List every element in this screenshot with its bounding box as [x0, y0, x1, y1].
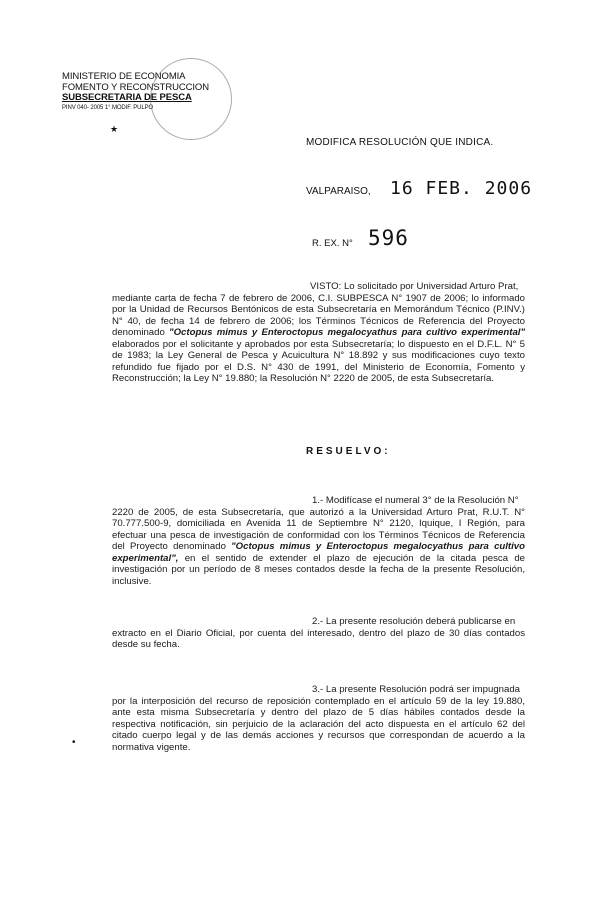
header-line-1: MINISTERIO DE ECONOMIA: [62, 71, 186, 82]
document-subject: MODIFICA RESOLUCIÓN QUE INDICA.: [306, 137, 494, 148]
visto-project-name: "Octopus mimus y Enteroctopus megalocyathus para cultivo experimental": [169, 327, 525, 338]
official-seal: [150, 58, 232, 140]
header-line-3: SUBSECRETARIA DE PESCA: [62, 92, 192, 103]
visto-paragraph: [112, 281, 525, 385]
item3-lead: 3.- La presente Resolución podrá ser impugnada: [312, 684, 520, 695]
place-label: VALPARAISO,: [306, 186, 371, 197]
item3-text: por la interposición del recurso de reposición contemplado en el artículo 59 de la ley 19.880, ante esta misma Subsecretaría y dentro del plazo de 5 días hábiles contados desde la respectiva notificación, sin perjuicio de la aclaración del acto dispuesta en el artículo 62 del citado cuerpo legal y de las demás acciones y recursos que correspondan de acuerdo a la normativa vigente.: [112, 695, 525, 753]
date-stamp: 16 FEB. 2006: [390, 178, 533, 199]
visto-text-a: mediante carta de fecha 7 de febrero de 2006, C.I. SUBPESCA N° 1907 de 2006; lo informado por la Unidad de Recursos Bentónicos de esta Subsecretaría en Memorándum Técnico (P.INV.) N° 40, de fecha 14 de febrero de 2006; los Términos Técnicos de Referencia del Proyecto denominado: [112, 292, 525, 338]
margin-mark: •: [72, 737, 76, 748]
header-line-4: PINV 040- 2005 1° MODIF. PULPO: [62, 104, 154, 111]
item2-lead: 2.- La presente resolución deberá publicarse en: [312, 616, 516, 627]
resolution-number: 596: [368, 226, 409, 250]
resolution-item-1: [112, 495, 525, 587]
seal-star-icon: ★: [110, 124, 119, 134]
resolution-item-3: [112, 684, 525, 753]
visto-lead: VISTO: Lo solicitado por Universidad Arturo Prat,: [310, 281, 519, 292]
visto-text-b: elaborados por el solicitante y aprobados por esta Subsecretaría; lo dispuesto en el D.F.L. N° 5 de 1983; la Ley General de Pesca y Acuicultura N° 18.892 y sus modificaciones cuyo texto refundido fue fijado por el D.S. N° 430 de 1991, del Ministerio de Economía, Fomento y Reconstrucción; la Ley N° 19.880; la Resolución N° 2220 de 2005, de esta Subsecretaría.: [112, 338, 525, 384]
header-line-2: FOMENTO Y RECONSTRUCCION: [62, 81, 209, 93]
item1-text-a: 2220 de 2005, de esta Subsecretaría, que autorizó a la Universidad Arturo Prat, R.U.T. N° 70.777.500-9, domiciliada en Avenida 11 de Septiembre N° 2120, Iquique, I Región, para efectuar una pesca de investigación de conformidad con los Términos Técnicos de Referencia del Proyecto denominado: [112, 506, 525, 552]
item1-project-name: "Octopus mimus y Enteroctopus megalocyathus para cultivo experimental",: [112, 541, 525, 564]
resolution-label: R. EX. N°: [312, 238, 353, 249]
item2-text: extracto en el Diario Oficial, por cuenta del interesado, dentro del plazo de 30 días contados desde su fecha.: [112, 627, 525, 650]
item1-lead: 1.- Modifícase el numeral 3° de la Resolución N°: [312, 495, 519, 506]
resolution-item-2: [112, 616, 525, 651]
item1-text-b: en el sentido de extender el plazo de ejecución de la citada pesca de investigación por un período de 8 meses contados desde la fecha de la presente Resolución, inclusive.: [112, 552, 525, 587]
resuelvo-heading: RESUELVO:: [306, 446, 391, 457]
